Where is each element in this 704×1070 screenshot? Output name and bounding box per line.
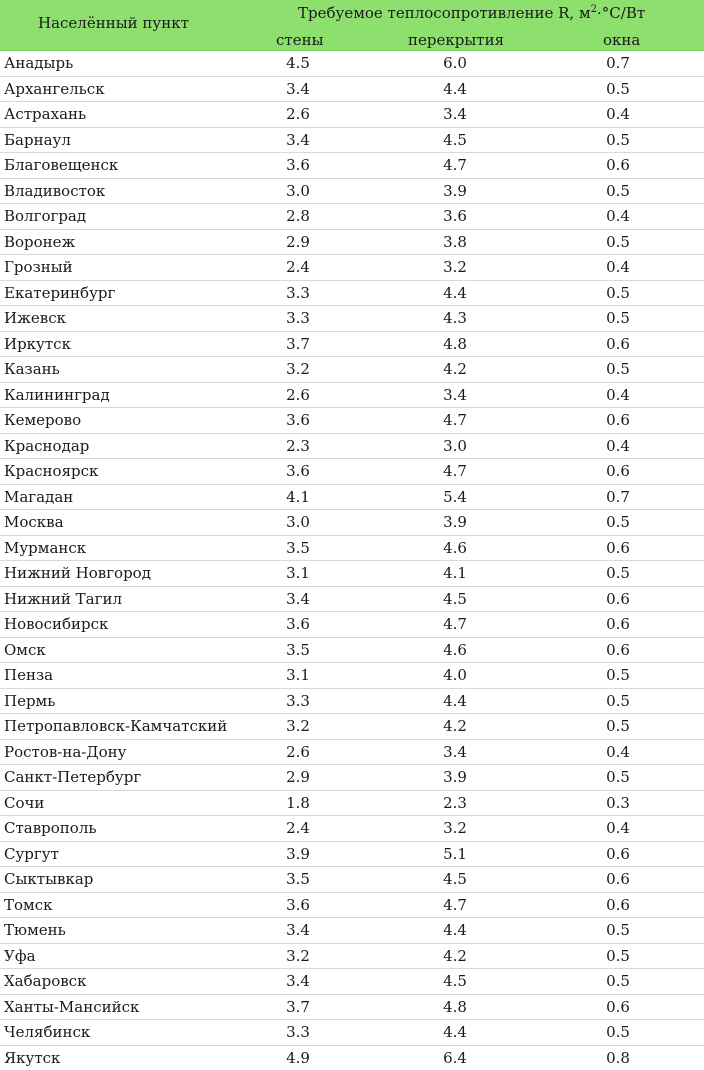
table-row (0, 153, 704, 179)
walls-value-cell-text: 3.7 (286, 336, 310, 353)
floors-value-cell-text: 4.2 (443, 948, 467, 965)
city-name-cell: Екатеринбург (4, 285, 115, 302)
city-name-cell: Уфа (4, 948, 36, 965)
walls-value-cell-text: 3.3 (286, 285, 310, 302)
table-row (0, 51, 704, 77)
city-name-cell: Омск (4, 642, 46, 659)
table-row (0, 612, 704, 638)
city-name-cell: Кемерово (4, 412, 81, 429)
floors-value-cell-text: 5.1 (443, 846, 467, 863)
walls-value-cell-text: 3.4 (286, 922, 310, 939)
city-name-cell: Благовещенск (4, 157, 118, 174)
city-name-cell: Нижний Новгород (4, 565, 151, 582)
walls-value-cell-text: 3.3 (286, 310, 310, 327)
walls-value-cell-text: 2.9 (286, 234, 310, 251)
table-row (0, 714, 704, 740)
floors-value-cell-text: 6.0 (443, 55, 467, 72)
windows-value-cell-text: 0.5 (606, 234, 630, 251)
city-name-cell: Грозный (4, 259, 73, 276)
walls-value-cell-text: 3.2 (286, 361, 310, 378)
city-name-cell: Санкт-Петербург (4, 769, 141, 786)
floors-value-cell-text: 4.4 (443, 285, 467, 302)
city-name-cell: Барнаул (4, 132, 71, 149)
table-row (0, 689, 704, 715)
windows-value-cell-text: 0.5 (606, 948, 630, 965)
walls-value-cell-text: 3.4 (286, 132, 310, 149)
walls-value-cell-text: 3.6 (286, 897, 310, 914)
header-group-sup: 2 (591, 4, 597, 15)
floors-value-cell-text: 4.3 (443, 310, 467, 327)
table-row (0, 536, 704, 562)
windows-value-cell-text: 0.5 (606, 718, 630, 735)
windows-value-cell-text: 0.5 (606, 361, 630, 378)
windows-value-cell-text: 0.6 (606, 999, 630, 1016)
floors-value-cell-text: 4.7 (443, 463, 467, 480)
city-name-cell: Петропавловск-Камчатский (4, 718, 227, 735)
table-row (0, 893, 704, 919)
table-row (0, 230, 704, 256)
walls-value-cell-text: 3.7 (286, 999, 310, 1016)
floors-value-cell-text: 3.4 (443, 106, 467, 123)
city-name-cell: Красноярск (4, 463, 98, 480)
city-name-cell: Ростов-на-Дону (4, 744, 126, 761)
floors-value-cell-text: 3.2 (443, 259, 467, 276)
floors-value-cell-text: 4.4 (443, 922, 467, 939)
windows-value-cell-text: 0.6 (606, 463, 630, 480)
windows-value-cell-text: 0.5 (606, 565, 630, 582)
table-row (0, 816, 704, 842)
floors-value-cell-text: 4.7 (443, 897, 467, 914)
walls-value-cell-text: 3.6 (286, 616, 310, 633)
floors-value-cell-text: 3.4 (443, 387, 467, 404)
table-row (0, 791, 704, 817)
walls-value-cell-text: 4.1 (286, 489, 310, 506)
windows-value-cell-text: 0.6 (606, 540, 630, 557)
windows-value-cell-text: 0.4 (606, 744, 630, 761)
table-row (0, 102, 704, 128)
table-row (0, 128, 704, 154)
header-place: Населённый пункт (38, 14, 189, 32)
header-floors: перекрытия (408, 31, 504, 49)
floors-value-cell-text: 4.4 (443, 81, 467, 98)
floors-value-cell-text: 4.5 (443, 591, 467, 608)
city-name-cell: Владивосток (4, 183, 105, 200)
header-walls: стены (276, 31, 324, 49)
city-name-cell: Ижевск (4, 310, 66, 327)
floors-value-cell-text: 3.2 (443, 820, 467, 837)
windows-value-cell-text: 0.6 (606, 616, 630, 633)
walls-value-cell-text: 2.3 (286, 438, 310, 455)
walls-value-cell-text: 3.5 (286, 540, 310, 557)
floors-value-cell-text: 3.9 (443, 183, 467, 200)
windows-value-cell-text: 0.5 (606, 693, 630, 710)
walls-value-cell-text: 3.0 (286, 514, 310, 531)
walls-value-cell-text: 3.4 (286, 591, 310, 608)
city-name-cell: Мурманск (4, 540, 86, 557)
windows-value-cell-text: 0.6 (606, 897, 630, 914)
walls-value-cell-text: 2.6 (286, 106, 310, 123)
walls-value-cell-text: 2.6 (286, 744, 310, 761)
city-name-cell: Хабаровск (4, 973, 86, 990)
table-row (0, 357, 704, 383)
city-name-cell: Казань (4, 361, 60, 378)
table-row (0, 408, 704, 434)
windows-value-cell-text: 0.5 (606, 922, 630, 939)
windows-value-cell-text: 0.7 (606, 489, 630, 506)
floors-value-cell-text: 4.5 (443, 871, 467, 888)
floors-value-cell-text: 3.8 (443, 234, 467, 251)
city-name-cell: Воронеж (4, 234, 75, 251)
walls-value-cell-text: 3.3 (286, 1024, 310, 1041)
city-name-cell: Челябинск (4, 1024, 90, 1041)
walls-value-cell-text: 3.5 (286, 642, 310, 659)
windows-value-cell-text: 0.4 (606, 820, 630, 837)
windows-value-cell-text: 0.5 (606, 1024, 630, 1041)
windows-value-cell-text: 0.4 (606, 438, 630, 455)
windows-value-cell-text: 0.5 (606, 514, 630, 531)
windows-value-cell-text: 0.4 (606, 259, 630, 276)
city-name-cell: Иркутск (4, 336, 71, 353)
table-row (0, 969, 704, 995)
header-group-suffix: ·°C/Вт (597, 4, 645, 22)
floors-value-cell-text: 5.4 (443, 489, 467, 506)
city-name-cell: Краснодар (4, 438, 89, 455)
floors-value-cell-text: 4.7 (443, 157, 467, 174)
walls-value-cell-text: 3.6 (286, 463, 310, 480)
walls-value-cell-text: 3.2 (286, 948, 310, 965)
floors-value-cell-text: 4.6 (443, 540, 467, 557)
windows-value-cell-text: 0.5 (606, 973, 630, 990)
walls-value-cell-text: 2.4 (286, 820, 310, 837)
city-name-cell: Томск (4, 897, 52, 914)
table-row (0, 204, 704, 230)
floors-value-cell-text: 3.9 (443, 769, 467, 786)
windows-value-cell-text: 0.5 (606, 769, 630, 786)
walls-value-cell-text: 3.4 (286, 973, 310, 990)
table-row (0, 77, 704, 103)
floors-value-cell-text: 4.7 (443, 412, 467, 429)
walls-value-cell-text: 4.9 (286, 1050, 310, 1067)
table-row (0, 842, 704, 868)
walls-value-cell-text: 3.4 (286, 81, 310, 98)
city-name-cell: Магадан (4, 489, 73, 506)
table-row (0, 918, 704, 944)
city-name-cell: Пенза (4, 667, 53, 684)
windows-value-cell-text: 0.5 (606, 183, 630, 200)
floors-value-cell-text: 4.8 (443, 336, 467, 353)
city-name-cell: Анадырь (4, 55, 73, 72)
floors-value-cell-text: 4.1 (443, 565, 467, 582)
windows-value-cell-text: 0.6 (606, 336, 630, 353)
windows-value-cell-text: 0.8 (606, 1050, 630, 1067)
floors-value-cell-text: 4.6 (443, 642, 467, 659)
walls-value-cell-text: 3.3 (286, 693, 310, 710)
table-row (0, 740, 704, 766)
city-name-cell: Москва (4, 514, 64, 531)
walls-value-cell-text: 3.5 (286, 871, 310, 888)
windows-value-cell-text: 0.5 (606, 310, 630, 327)
windows-value-cell-text: 0.6 (606, 157, 630, 174)
floors-value-cell-text: 4.2 (443, 718, 467, 735)
table-body (0, 51, 704, 1070)
walls-value-cell-text: 2.4 (286, 259, 310, 276)
city-name-cell: Калининград (4, 387, 110, 404)
walls-value-cell-text: 2.8 (286, 208, 310, 225)
city-name-cell: Волгоград (4, 208, 86, 225)
table-row (0, 1046, 704, 1070)
table-row (0, 587, 704, 613)
windows-value-cell-text: 0.4 (606, 387, 630, 404)
windows-value-cell-text: 0.5 (606, 667, 630, 684)
floors-value-cell-text: 3.4 (443, 744, 467, 761)
windows-value-cell-text: 0.5 (606, 285, 630, 302)
walls-value-cell-text: 3.2 (286, 718, 310, 735)
city-name-cell: Якутск (4, 1050, 60, 1067)
floors-value-cell-text: 4.8 (443, 999, 467, 1016)
city-name-cell: Астрахань (4, 106, 86, 123)
city-name-cell: Новосибирск (4, 616, 108, 633)
table-row (0, 485, 704, 511)
windows-value-cell-text: 0.7 (606, 55, 630, 72)
windows-value-cell-text: 0.6 (606, 871, 630, 888)
walls-value-cell-text: 3.0 (286, 183, 310, 200)
floors-value-cell-text: 4.7 (443, 616, 467, 633)
table-header (0, 0, 704, 51)
table-row (0, 255, 704, 281)
city-name-cell: Архангельск (4, 81, 105, 98)
floors-value-cell-text: 4.5 (443, 973, 467, 990)
windows-value-cell-text: 0.4 (606, 106, 630, 123)
floors-value-cell-text: 4.5 (443, 132, 467, 149)
header-group-text: Требуемое теплосопротивление R, м (298, 4, 591, 22)
walls-value-cell-text: 2.9 (286, 769, 310, 786)
floors-value-cell-text: 3.6 (443, 208, 467, 225)
table-row (0, 561, 704, 587)
walls-value-cell-text: 4.5 (286, 55, 310, 72)
floors-value-cell-text: 3.9 (443, 514, 467, 531)
city-name-cell: Нижний Тагил (4, 591, 122, 608)
city-name-cell: Сочи (4, 795, 44, 812)
table-row (0, 995, 704, 1021)
table-row (0, 383, 704, 409)
city-name-cell: Сыктывкар (4, 871, 93, 888)
city-name-cell: Ставрополь (4, 820, 97, 837)
header-windows: окна (603, 31, 640, 49)
floors-value-cell-text: 2.3 (443, 795, 467, 812)
walls-value-cell-text: 3.6 (286, 412, 310, 429)
floors-value-cell-text: 3.0 (443, 438, 467, 455)
table-row (0, 638, 704, 664)
windows-value-cell-text: 0.3 (606, 795, 630, 812)
floors-value-cell-text: 4.4 (443, 1024, 467, 1041)
walls-value-cell-text: 3.1 (286, 667, 310, 684)
windows-value-cell-text: 0.4 (606, 208, 630, 225)
walls-value-cell-text: 3.1 (286, 565, 310, 582)
floors-value-cell-text: 6.4 (443, 1050, 467, 1067)
windows-value-cell-text: 0.5 (606, 81, 630, 98)
city-name-cell: Пермь (4, 693, 55, 710)
walls-value-cell-text: 2.6 (286, 387, 310, 404)
table-row (0, 867, 704, 893)
windows-value-cell-text: 0.6 (606, 412, 630, 429)
table-row (0, 510, 704, 536)
windows-value-cell-text: 0.5 (606, 132, 630, 149)
city-name-cell: Тюмень (4, 922, 66, 939)
table-row (0, 332, 704, 358)
windows-value-cell-text: 0.6 (606, 642, 630, 659)
floors-value-cell-text: 4.2 (443, 361, 467, 378)
floors-value-cell-text: 4.0 (443, 667, 467, 684)
walls-value-cell-text: 3.6 (286, 157, 310, 174)
table-row (0, 765, 704, 791)
table-row (0, 944, 704, 970)
table-row (0, 179, 704, 205)
header-required-resistance (298, 4, 645, 22)
table-row (0, 306, 704, 332)
walls-value-cell-text: 1.8 (286, 795, 310, 812)
walls-value-cell-text: 3.9 (286, 846, 310, 863)
floors-value-cell-text: 4.4 (443, 693, 467, 710)
table-row (0, 434, 704, 460)
windows-value-cell-text: 0.6 (606, 846, 630, 863)
table-row (0, 663, 704, 689)
windows-value-cell-text: 0.6 (606, 591, 630, 608)
city-name-cell: Сургут (4, 846, 59, 863)
city-name-cell: Ханты-Мансийск (4, 999, 139, 1016)
table-row (0, 281, 704, 307)
table-row (0, 459, 704, 485)
